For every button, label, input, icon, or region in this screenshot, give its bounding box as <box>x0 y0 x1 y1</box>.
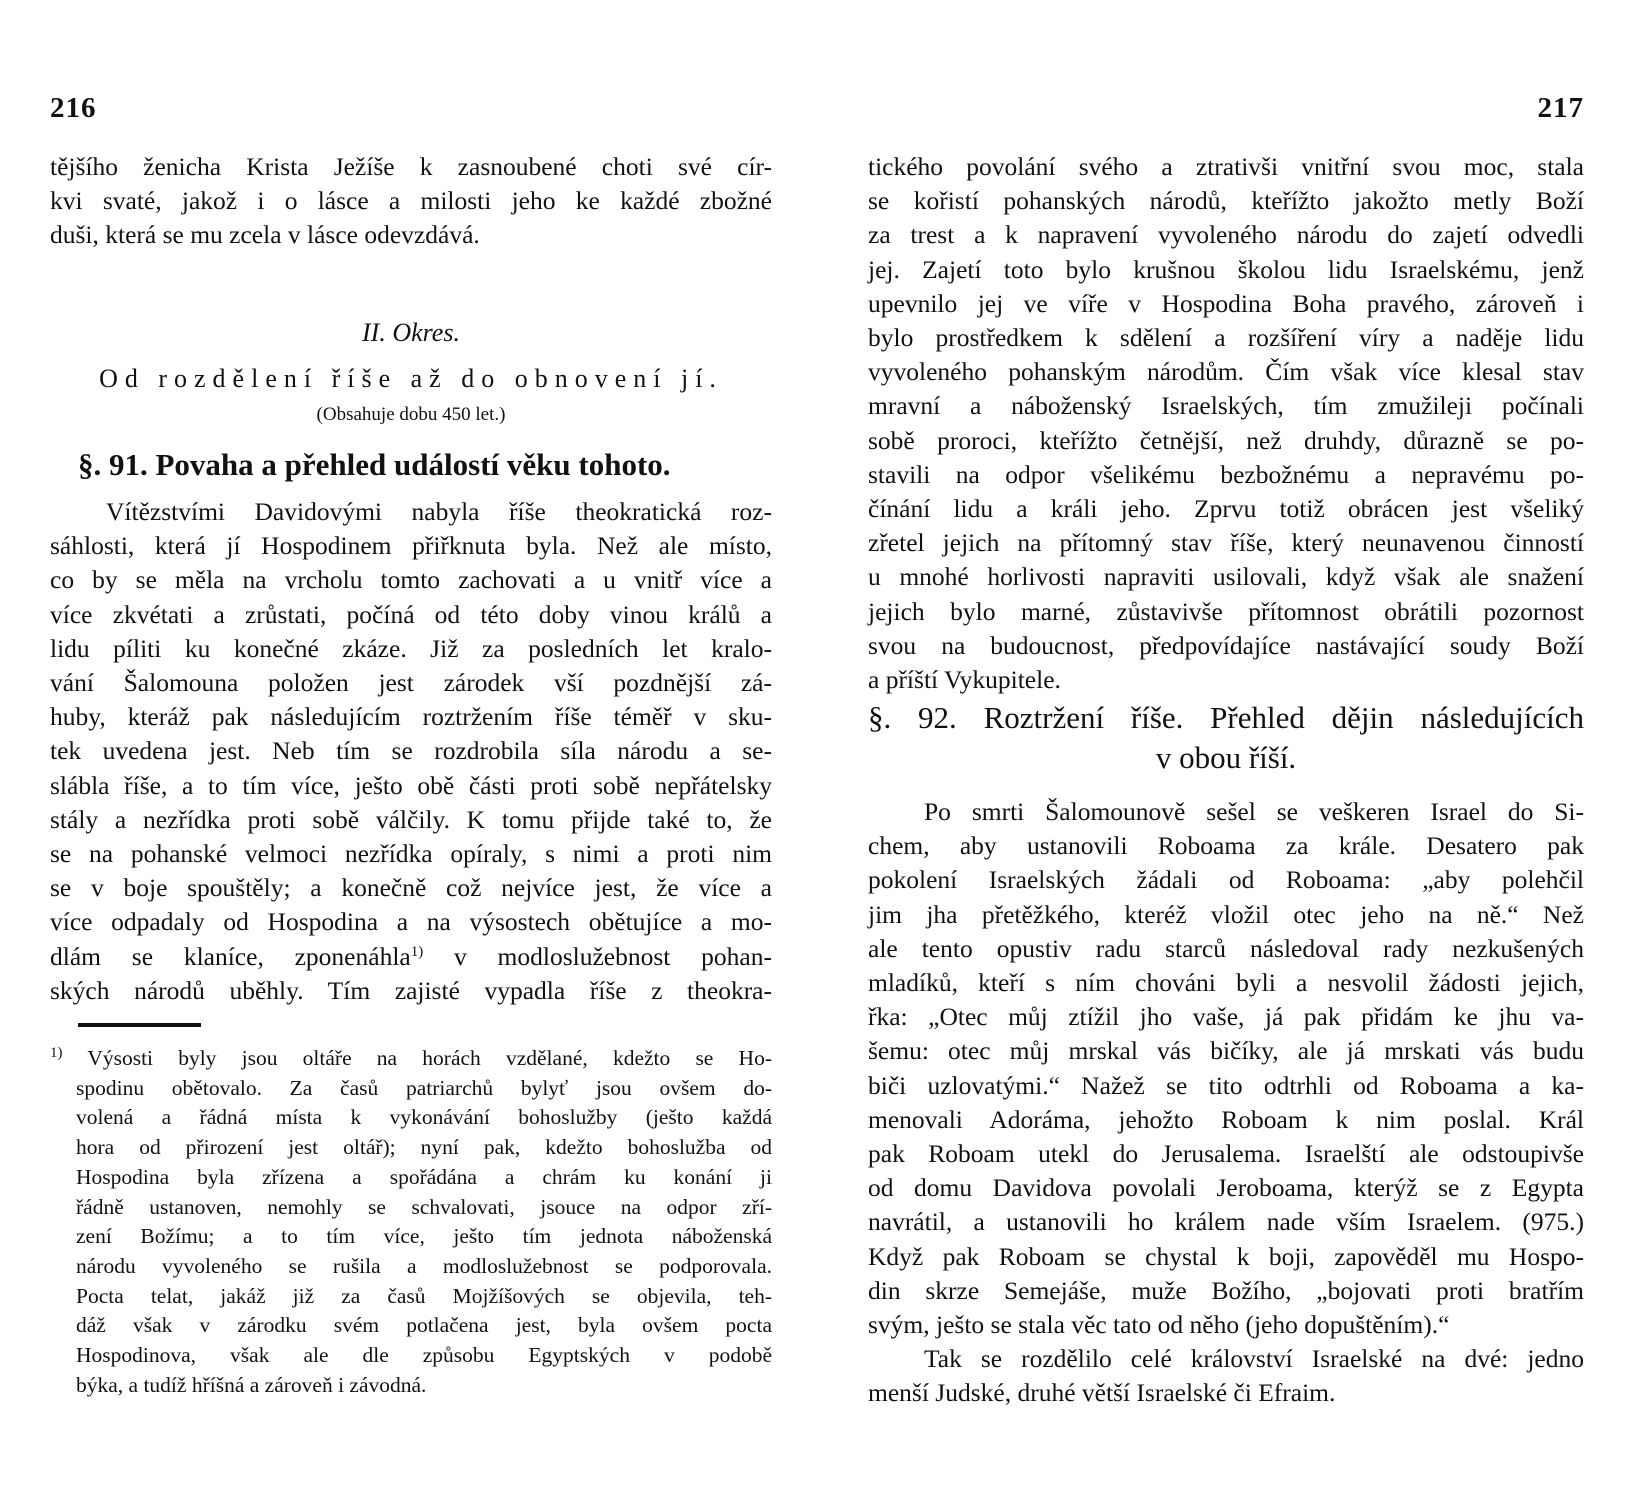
footnote-marker: 1) <box>50 1045 63 1061</box>
section-91-paragraph <box>50 495 772 1008</box>
text-line: pokolení Israelských žádali od Roboama: „aby polehčil <box>868 865 1584 895</box>
chapter-title: II. Okres. <box>362 318 460 347</box>
text-line: od domu Davidova povolali Jeroboama, kterýž se z Egypta <box>868 1173 1584 1203</box>
text-line: slábla říše, a to tím více, ješto obě části proti sobě nepřátelsky <box>50 770 772 800</box>
text-line: tějšího ženicha Krista Ježíše k zasnoubené choti své cír- <box>50 152 772 181</box>
text-line: jejich bylo marné, zůstavivše přítomnost obrátili pozornost <box>868 596 1584 626</box>
text-line: býka, a tudíž hříšná a zároveň i závodná. <box>76 1372 427 1397</box>
text-line: navrátil, a ustanovili ho králem nade vším Israelem. (975.) <box>868 1207 1584 1237</box>
page-number-right: 217 <box>1537 92 1584 124</box>
text-line: za trest a k napravení vyvoleného národu do zajetí odvedli <box>868 220 1584 250</box>
text-line: din skrze Semejáše, muže Božího, „bojovati proti bratřím <box>868 1275 1584 1305</box>
text-line: Když pak Roboam se chystal k boji, zapověděl mu Hospo- <box>868 1241 1584 1271</box>
text-line: zřetel jejich na přítomný stav říše, který neunavenou činností <box>868 528 1584 558</box>
text-line: upevnilo jej ve víře v Hospodina Boha pravého, zároveň i <box>868 288 1584 318</box>
text-line: kvi svaté, jakož i o lásce a milosti jeho ke každé zbožné <box>50 186 772 216</box>
heading-line: v obou říší. <box>1155 740 1297 775</box>
text-line <box>50 940 772 974</box>
left-intro-paragraph <box>50 150 772 253</box>
footnote-ref: 1) <box>410 943 424 960</box>
text-line <box>50 1044 772 1074</box>
section-92-paragraph <box>868 795 1584 1411</box>
section-91-heading: §. 91. Povaha a přehled událostí věku tohoto. <box>78 447 671 482</box>
text-segment: v modloslužebnost pohan- <box>454 941 772 971</box>
text-line: tek uvedena jest. Neb tím se rozdrobila síla národu a se- <box>50 736 772 766</box>
left-page <box>50 0 772 1500</box>
text-line: menovali Adoráma, jehožto Roboam k nim poslal. Král <box>868 1104 1584 1134</box>
text-line: ale tento opustiv radu starců následoval rady nezkušených <box>868 933 1584 963</box>
text-line: svou na budoucnost, předpovídajíce nastávající soudy Boží <box>868 630 1584 660</box>
text-line: šemu: otec můj mrskal vás bičíky, ale já mrskati vás budu <box>868 1036 1584 1066</box>
page-number-left: 216 <box>50 92 97 124</box>
text-line: a příští Vykupitele. <box>868 665 1061 695</box>
text-segment: dlám se klaníce, zponenáhla <box>50 941 411 971</box>
footnote <box>50 1044 772 1400</box>
text-line: stavili na odpor všelikému bezbožnému a nepravému po- <box>868 459 1584 489</box>
heading-line: §. 92. Roztržení říše. Přehled dějin následujících <box>868 700 1584 735</box>
text-line: lidu píliti ku konečné zkáze. Již za posledních let kralo- <box>50 633 772 663</box>
text-line: vání Šalomouna položen jest zárodek vší pozdnější zá- <box>50 668 772 698</box>
text-line: Pocta telat, jakáž již za časů Mojžíšových se objevila, teh- <box>76 1283 772 1308</box>
text-segment: Výsosti byly jsou oltáře na horách vzdělané, kdežto se Ho- <box>87 1046 772 1070</box>
text-line: stály a nezřídka proti sobě válčily. K tomu přijde také to, že <box>50 804 772 834</box>
text-line: mladíků, kteří s ním chováni byli a nesvolil žádosti jejich, <box>868 968 1584 998</box>
text-line: bylo prostředkem k sdělení a rozšíření víry a naděje lidu <box>868 323 1584 353</box>
text-line: biči uzlovatými.“ Nažež se tito odtrhli od Roboama a ka- <box>868 1070 1584 1100</box>
text-line: duši, která se mu zcela v lásce odevzdává. <box>50 220 480 250</box>
text-line: se v boje spouštěly; a konečně což nejvíce jest, že více a <box>50 873 772 903</box>
text-line: Hospodinova, však ale dle způsobu Egyptských v podobě <box>76 1343 772 1368</box>
text-line: chem, aby ustanovili Roboama za krále. Desatero pak <box>868 831 1584 861</box>
text-line: u mnohé horlivosti napraviti usilovali, když však ale snažení <box>868 562 1584 592</box>
footnote-divider <box>78 1023 201 1027</box>
text-line: národu vyvoleného se rušila a modloslužebnost se podporovala. <box>76 1253 772 1278</box>
right-intro-paragraph <box>868 150 1584 697</box>
text-line: jim jha přetěžkého, kteréž vložil otec jeho na ně.“ Než <box>868 899 1584 929</box>
text-line: zení Božímu; a to tím více, ješto tím jednota náboženská <box>76 1224 772 1249</box>
text-line: pak Roboam utekl do Jerusalema. Israelští ale odstoupivše <box>868 1139 1584 1169</box>
text-line: více zkvétati a zrůstati, počíná od této doby vinou králů a <box>50 599 772 629</box>
text-line: Hospodina byla zřízena a spořádána a chrám ku konání ji <box>76 1164 772 1189</box>
text-line: hora od přirození jest oltář); nyní pak, kdežto bohoslužba od <box>76 1135 772 1160</box>
text-line: svým, ješto se stala věc tato od něho (jeho dopuštěním).“ <box>868 1310 1450 1340</box>
text-line: Tak se rozdělilo celé království Israelské na dvé: jedno <box>924 1344 1584 1374</box>
text-line: spodinu obětovalo. Za časů patriarchů bylyť jsou ovšem do- <box>76 1075 772 1100</box>
chapter-note: (Obsahuje dobu 450 let.) <box>316 404 506 425</box>
text-line: tického povolání svého a ztrativši vnitřní svou moc, stala <box>868 152 1584 181</box>
text-line: dáž však v zárodku svém potlačena jest, byla ovšem pocta <box>76 1313 772 1338</box>
text-line: vyvoleného pohanským národům. Čím však více klesal stav <box>868 357 1584 387</box>
text-line: sobě proroci, kteřížto četnější, než druhdy, důrazně se po- <box>868 425 1584 455</box>
text-line: řádně ustanoven, nemohly se schvalovati, jsouce na odpor zří- <box>76 1194 772 1219</box>
right-page <box>868 0 1584 1500</box>
text-line: sáhlosti, která jí Hospodinem přiřknuta byla. Než ale místo, <box>50 531 772 561</box>
chapter-subtitle: Od rozdělení říše až do obnovení jí. <box>99 364 723 393</box>
text-line: více odpadaly od Hospodina a na výsostech obětujíce a mo- <box>50 907 772 937</box>
text-line: čínání lidu a králi jeho. Zprvu totiž obrácen jest všeliký <box>868 494 1584 524</box>
text-line: ských národů uběhly. Tím zajisté vypadla říše z theokra- <box>50 975 772 1005</box>
text-line: jej. Zajetí toto bylo krušnou školou lidu Israelskému, jenž <box>868 254 1584 284</box>
text-line: volená a řádná místa k vykonávání bohoslužby (ješto každá <box>76 1105 772 1130</box>
text-line: mravní a náboženský Israelských, tím zmužileji počínali <box>868 391 1584 421</box>
text-line: huby, kteráž pak následujícím roztržením říše téměř v sku- <box>50 702 772 732</box>
text-line: se kořistí pohanských národů, kteřížto jakožto metly Boží <box>868 186 1584 216</box>
text-line: řka: „Otec můj ztížil jho vaše, já pak přidám ke jhu va- <box>868 1002 1584 1032</box>
text-line: Po smrti Šalomounově sešel se veškeren Israel do Si- <box>924 797 1584 826</box>
text-line: se na pohanské velmoci nezřídka opíraly, s nimi a proti nim <box>50 839 772 869</box>
text-line: co by se měla na vrcholu tomto zachovati a u vnitř více a <box>50 565 772 595</box>
section-92-heading <box>868 698 1584 778</box>
text-line: Vítězstvími Davidovými nabyla říše theokratická roz- <box>106 497 772 526</box>
text-line: menší Judské, druhé větší Israelské či Efraim. <box>868 1378 1336 1408</box>
